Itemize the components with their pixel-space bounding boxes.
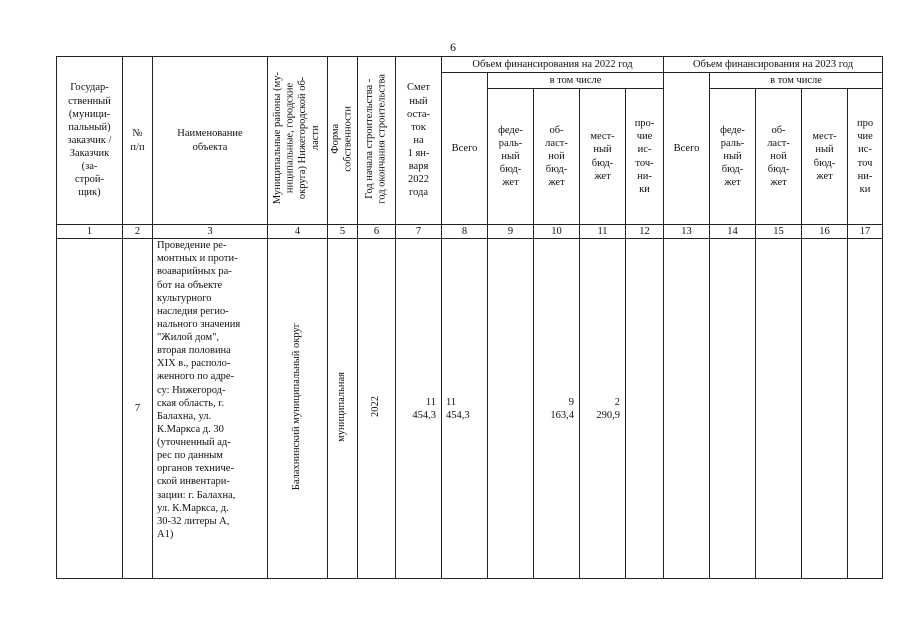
column-number: 1 (57, 225, 123, 239)
column-number: 17 (848, 225, 883, 239)
financing-table (56, 56, 883, 579)
header-financing-2023: Объем финансирования на 2023 год (664, 57, 883, 73)
column-number: 16 (802, 225, 848, 239)
header-ownership: Форма собственности (330, 105, 354, 172)
table-row (57, 239, 883, 579)
cell-other-2023 (848, 239, 883, 579)
column-number: 5 (328, 225, 358, 239)
header-customer: Государ- ственный (муници- пальный) заказчик / Заказчик (за- строй- щик) (57, 57, 123, 225)
cell-object-name: Проведение ре- монтных и проти- воаварийных ра- бот на объекте культурного наследия регио- нального значения "Жилой дом", вторая половина XIX в., располо- женного по адре- су: Нижегород- ская область, г. Балахна, ул. К.Маркса д. 30 (уточненный ад- рес по данным органов техниче- ской инвентари- зации: г. Балахна, ул. К.Маркса, д. 30-32 литеры А, А1) (153, 239, 268, 579)
header-including-2022: в том числе (488, 73, 664, 89)
cell-district-cell (268, 239, 328, 579)
cell-estimate-balance: 11 454,3 (396, 239, 442, 579)
header-federal-2023: феде- раль- ный бюд- жет (710, 89, 756, 225)
column-number: 15 (756, 225, 802, 239)
column-number: 2 (123, 225, 153, 239)
column-number: 11 (580, 225, 626, 239)
header-financing-2022: Объем финансирования на 2022 год (442, 57, 664, 73)
header-district: Муниципальные районы (му- ниципальные, городские округа) Нижегородской об- ласти (272, 72, 322, 205)
header-ownership-cell (328, 57, 358, 225)
column-number: 4 (268, 225, 328, 239)
cell-other-2022 (626, 239, 664, 579)
cell-regional-2023 (756, 239, 802, 579)
header-regional-2022: об- ласт- ной бюд- жет (534, 89, 580, 225)
cell-regional-2022: 9 163,4 (534, 239, 580, 579)
column-number: 10 (534, 225, 580, 239)
column-number: 7 (396, 225, 442, 239)
header-other-2023: про чие ис- точ ни- ки (848, 89, 883, 225)
cell-federal-2022 (488, 239, 534, 579)
cell-federal-2023 (710, 239, 756, 579)
cell-number: 7 (123, 239, 153, 579)
header-regional-2023: об- ласт- ной бюд- жет (756, 89, 802, 225)
header-estimate-balance: Смет ный оста- ток на 1 ян- варя 2022 года (396, 57, 442, 225)
cell-local-2022: 2 290,9 (580, 239, 626, 579)
cell-customer (57, 239, 123, 579)
column-number: 9 (488, 225, 534, 239)
header-total-2023: Всего (664, 73, 710, 225)
page-number: 6 (450, 40, 456, 54)
header-including-2023: в том числе (710, 73, 883, 89)
column-number: 13 (664, 225, 710, 239)
column-number: 6 (358, 225, 396, 239)
cell-year-cell (358, 239, 396, 579)
header-number: № п/п (123, 57, 153, 225)
header-object-name: Наименование объекта (153, 57, 268, 225)
column-number: 14 (710, 225, 756, 239)
cell-district: Балахнинский муниципальный округ (291, 323, 303, 491)
header-local-2023: мест- ный бюд- жет (802, 89, 848, 225)
header-local-2022: мест- ный бюд- жет (580, 89, 626, 225)
header-district-cell (268, 57, 328, 225)
header-construction-years: Год начала строительства - год окончания строительства (363, 73, 388, 204)
column-number: 3 (153, 225, 268, 239)
header-federal-2022: феде- раль- ный бюд- жет (488, 89, 534, 225)
cell-ownership-cell (328, 239, 358, 579)
cell-local-2023 (802, 239, 848, 579)
column-number: 12 (626, 225, 664, 239)
cell-ownership: муниципальная (336, 371, 348, 442)
cell-year: 2022 (370, 396, 382, 418)
column-number-row (57, 225, 883, 239)
header-years-cell (358, 57, 396, 225)
header-other-2022: про- чие ис- точ- ни- ки (626, 89, 664, 225)
header-total-2022: Всего (442, 73, 488, 225)
cell-total-2023 (664, 239, 710, 579)
column-number: 8 (442, 225, 488, 239)
cell-total-2022: 11 454,3 (442, 239, 488, 579)
